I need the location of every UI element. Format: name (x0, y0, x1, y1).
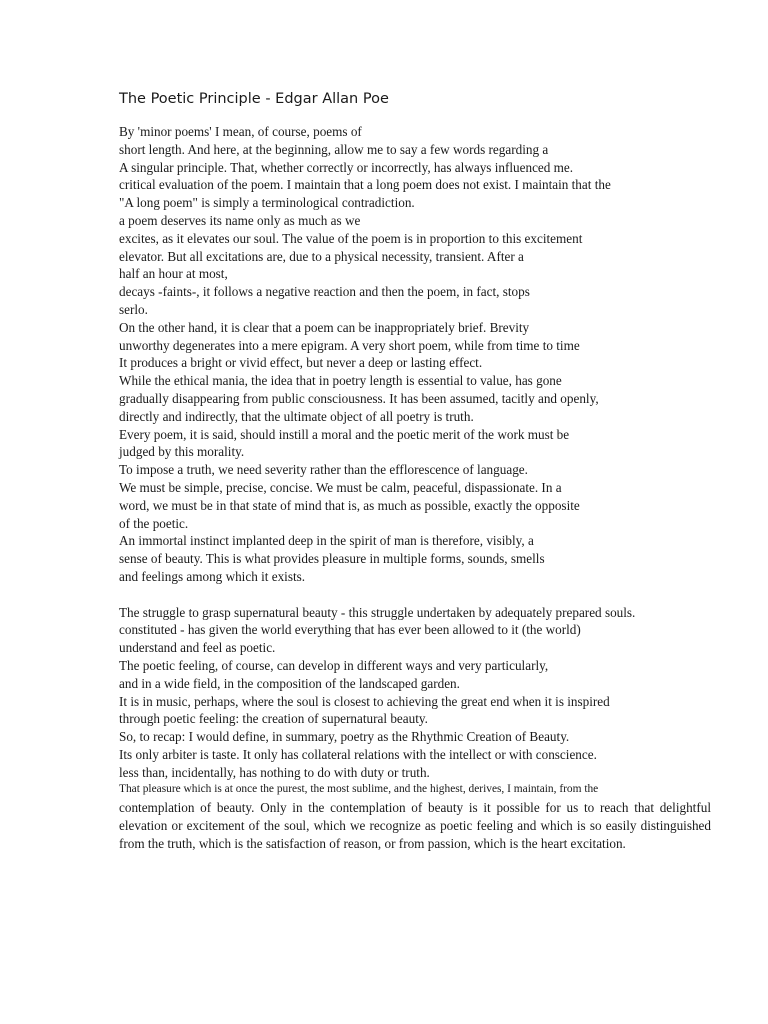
text-line: To impose a truth, we need severity rather than the efflorescence of language. (119, 462, 528, 478)
text-line: word, we must be in that state of mind that is, as much as possible, exactly the opposite (119, 497, 580, 513)
paragraph-1 (119, 123, 719, 586)
text-line: Every poem, it is said, should instill a moral and the poetic merit of the work must be (119, 426, 570, 442)
text-line: judged by this morality. (119, 444, 245, 460)
paragraph-2 (119, 604, 719, 853)
text-line: and feelings among which it exists. (119, 568, 306, 584)
text-line: While the ethical mania, the idea that in poetry length is essential to value, has gone (119, 373, 562, 389)
text-line: through poetic feeling: the creation of supernatural beauty. (119, 711, 428, 727)
text-line: short length. And here, at the beginning, allow me to say a few words regarding a (119, 141, 549, 157)
text-line: directly and indirectly, that the ultimate object of all poetry is truth. (119, 408, 474, 424)
text-line: understand and feel as poetic. (119, 640, 276, 656)
text-line: elevator. But all excitations are, due to a physical necessity, transient. After a (119, 248, 524, 264)
paragraph-spacer (119, 586, 719, 604)
text-line: It is in music, perhaps, where the soul is closest to achieving the great end when it is inspired (119, 693, 610, 709)
text-line: So, to recap: I would define, in summary, poetry as the Rhythmic Creation of Beauty. (119, 729, 570, 745)
text-line: It produces a bright or vivid effect, but never a deep or lasting effect. (119, 355, 483, 371)
text-line: constituted - has given the world everything that has ever been allowed to it (the world) (119, 622, 581, 638)
small-text-line: That pleasure which is at once the purest, the most sublime, and the highest, derives, I maintain, from the (119, 783, 599, 796)
text-line: and in a wide field, in the composition of the landscaped garden. (119, 675, 460, 691)
text-line: half an hour at most, (119, 266, 228, 282)
text-line: gradually disappearing from public consciousness. It has been assumed, tacitly and openly, (119, 390, 599, 406)
text-line: Its only arbiter is taste. It only has collateral relations with the intellect or with conscience. (119, 746, 597, 762)
final-paragraph: contemplation of beauty. Only in the contemplation of beauty is it possible for us to reach that delightful elevation or excitement of the soul, which we recognize as poetic feeling and which is so easily distinguished from the truth, which is the satisfaction of reason, or from passion, which is the heart excitation. (119, 800, 711, 851)
text-line: excites, as it elevates our soul. The value of the poem is in proportion to this excitement (119, 230, 583, 246)
text-line: serlo. (119, 301, 148, 317)
text-line: The poetic feeling, of course, can develop in different ways and very particularly, (119, 657, 549, 673)
text-line: A singular principle. That, whether correctly or incorrectly, has always influenced me. (119, 159, 574, 175)
document-title: The Poetic Principle - Edgar Allan Poe (119, 91, 389, 107)
text-line: of the poetic. (119, 515, 189, 531)
text-line: An immortal instinct implanted deep in the spirit of man is therefore, visibly, a (119, 533, 534, 549)
document-body (119, 123, 719, 853)
text-line: less than, incidentally, has nothing to do with duty or truth. (119, 764, 430, 780)
text-line: The struggle to grasp supernatural beauty - this struggle undertaken by adequately prepared souls. (119, 604, 636, 620)
text-line: sense of beauty. This is what provides pleasure in multiple forms, sounds, smells (119, 551, 545, 567)
text-line: a poem deserves its name only as much as we (119, 212, 361, 228)
text-line: critical evaluation of the poem. I maintain that a long poem does not exist. I maintain that the (119, 177, 611, 193)
text-line: "A long poem" is simply a terminological contradiction. (119, 195, 415, 211)
text-line: unworthy degenerates into a mere epigram. A very short poem, while from time to time (119, 337, 580, 353)
text-line: decays -faints-, it follows a negative reaction and then the poem, in fact, stops (119, 284, 530, 300)
text-line: We must be simple, precise, concise. We must be calm, peaceful, dispassionate. In a (119, 479, 562, 495)
text-line: By 'minor poems' I mean, of course, poems of (119, 124, 362, 139)
text-line: On the other hand, it is clear that a poem can be inappropriately brief. Brevity (119, 319, 530, 335)
